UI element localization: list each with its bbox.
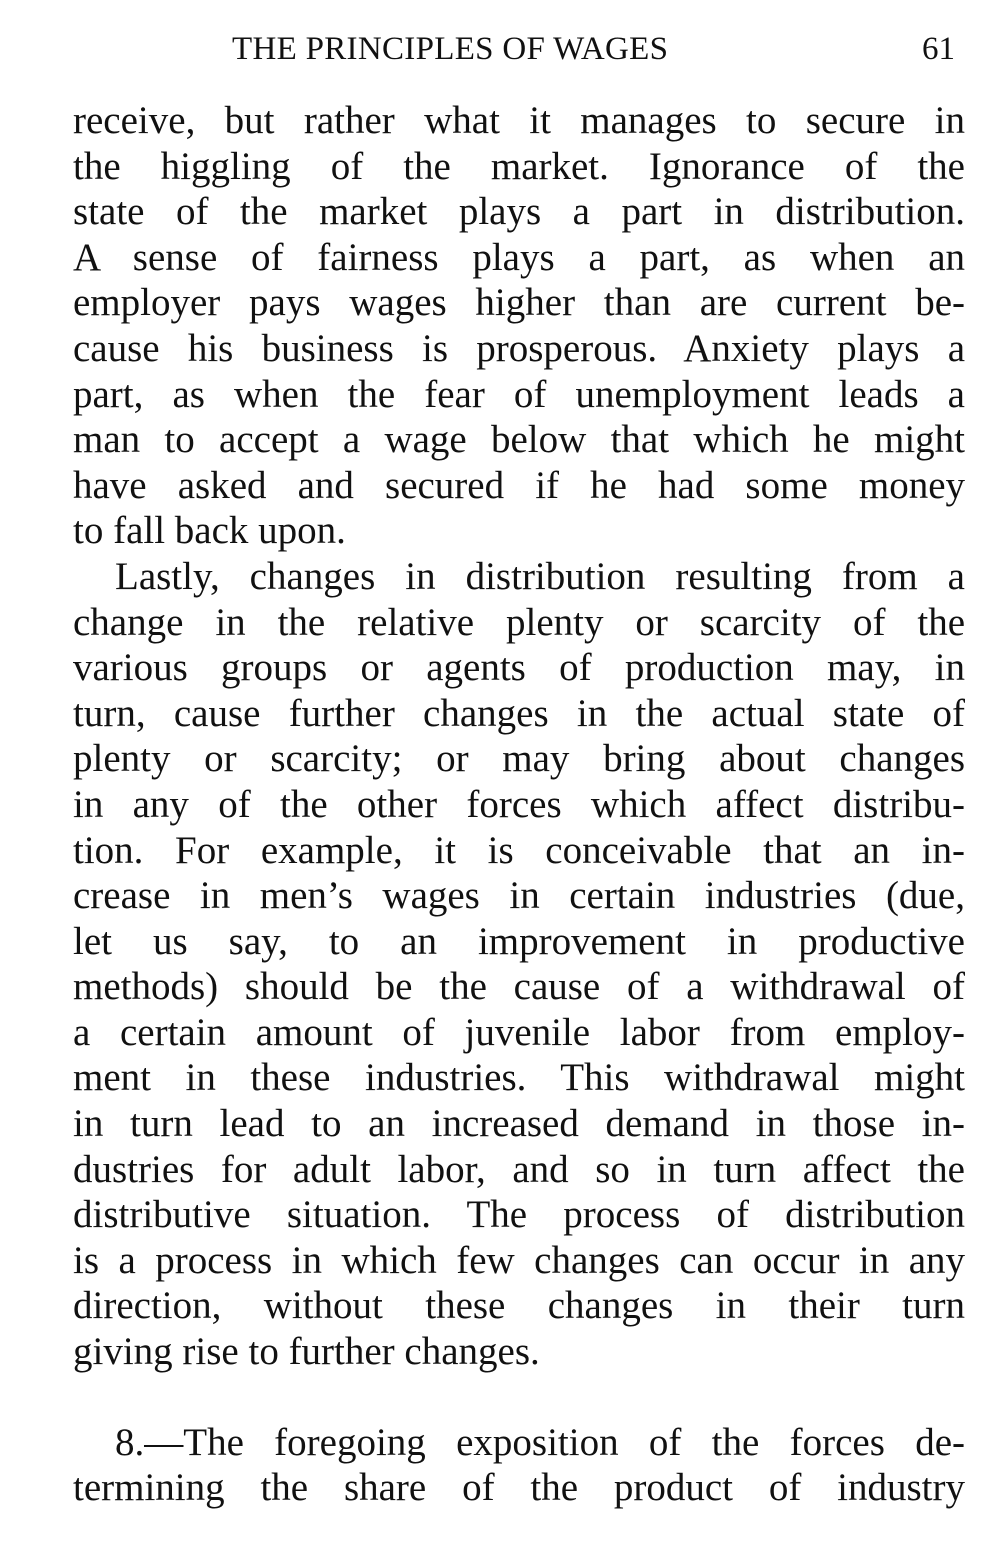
running-title: THE PRINCIPLES OF WAGES xyxy=(232,31,669,67)
text-line: turn, cause further changes in the actual state of xyxy=(73,691,965,735)
text-line: let us say, to an improvement in productive xyxy=(73,919,965,963)
text-line: man to accept a wage below that which he might xyxy=(73,418,965,462)
text-line: various groups or agents of production may, in xyxy=(73,646,965,690)
text-line: in turn lead to an increased demand in those in- xyxy=(73,1102,965,1146)
text-line: have asked and secured if he had some money xyxy=(73,463,965,507)
text-line: tion. For example, it is conceivable that an in- xyxy=(73,828,965,872)
text-line: the higgling of the market. Ignorance of the xyxy=(73,144,965,188)
text-line: cause his business is prosperous. Anxiety plays a xyxy=(73,326,965,370)
text-line: termining the share of the product of industry xyxy=(73,1466,965,1510)
paragraph-2 xyxy=(73,554,965,1375)
running-head xyxy=(0,26,1000,72)
text-line: dustries for adult labor, and so in turn affect the xyxy=(73,1147,965,1191)
text-line: distributive situation. The process of distribution xyxy=(73,1193,965,1237)
text-line: is a process in which few changes can occur in any xyxy=(73,1238,965,1282)
text-line: crease in men’s wages in certain industries (due, xyxy=(73,874,965,918)
section-spacer xyxy=(73,1375,965,1420)
text-line: employer pays wages higher than are current be- xyxy=(73,281,965,325)
text-line: 8.—The foregoing exposition of the forces de- xyxy=(115,1420,965,1464)
text-line: a certain amount of juvenile labor from employ- xyxy=(73,1010,965,1054)
text-line: methods) should be the cause of a withdrawal of xyxy=(73,965,965,1009)
text-line: in any of the other forces which affect distribu- xyxy=(73,782,965,826)
text-line: ment in these industries. This withdrawal might xyxy=(73,1056,965,1100)
text-line: direction, without these changes in their turn xyxy=(73,1284,965,1328)
text-line: state of the market plays a part in distribution. xyxy=(73,190,965,234)
text-line: change in the relative plenty or scarcity of the xyxy=(73,600,965,644)
text-line: plenty or scarcity; or may bring about changes xyxy=(73,737,965,781)
text-line: part, as when the fear of unemployment leads a xyxy=(73,372,965,416)
text-line: giving rise to further changes. xyxy=(73,1330,540,1374)
text-line: Lastly, changes in distribution resulting from a xyxy=(115,554,965,598)
paragraph-1 xyxy=(73,98,965,554)
text-line: to fall back upon. xyxy=(73,509,346,553)
page-number: 61 xyxy=(922,31,955,67)
paragraph-3 xyxy=(73,1420,965,1511)
text-line: receive, but rather what it manages to secure in xyxy=(73,99,965,142)
text-line: A sense of fairness plays a part, as when an xyxy=(73,235,965,279)
body-text xyxy=(73,98,965,1511)
